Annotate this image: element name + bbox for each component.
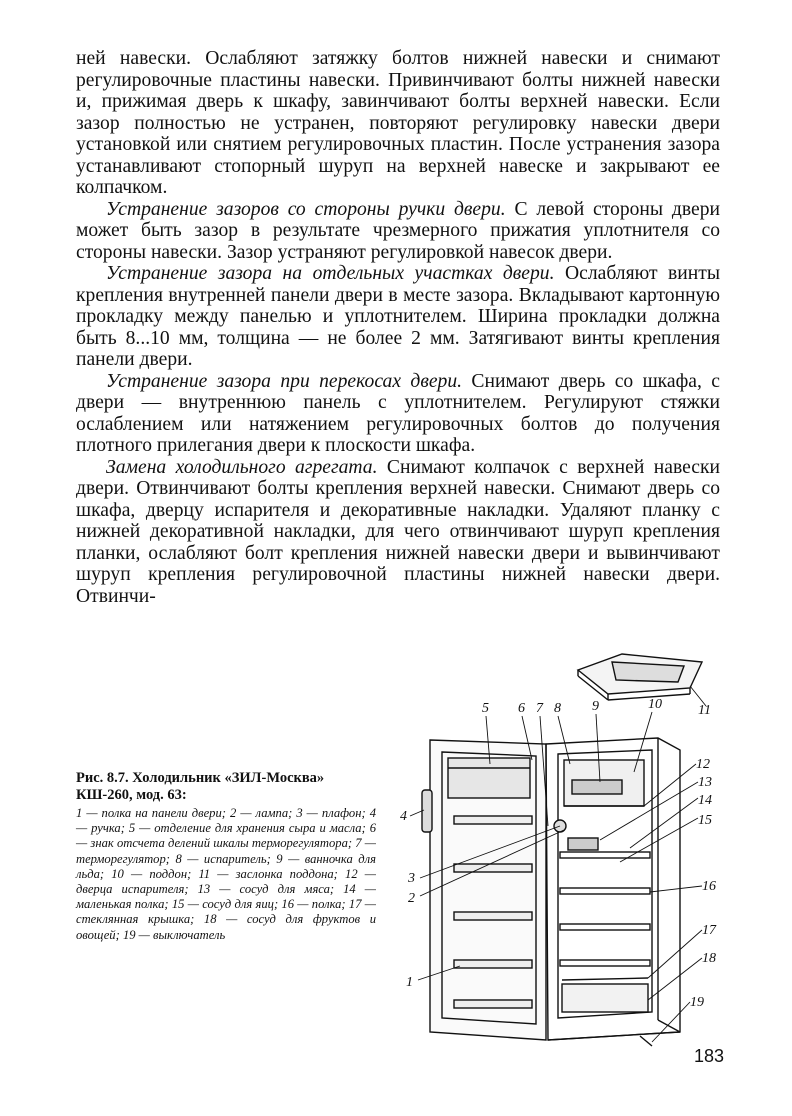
label-19: 19 <box>690 995 704 1010</box>
label-13: 13 <box>698 775 712 790</box>
label-10: 10 <box>648 697 662 712</box>
caption-description: 1 — полка на панели двери; 2 — лампа; 3 — плафон; 4 — ручка; 5 — отделение для хранения сыра и масла; 6 — знак отсчета делений шкалы терморегулятора; 7 — терморегулятор; 8 — испаритель; 9 — ванночка для льда; 10 — поддон; 11 — заслонка поддона; 12 — дверца испарителя; 13 — сосуд для мяса; 14 — маленькая полка; 15 — сосуд для яиц; 16 — полка; 17 — стеклянная крышка; 18 — сосуд для фруктов и овощей; 19 — выключатель <box>76 806 376 942</box>
paragraph: Устранение зазора на отдельных участках двери. Ослабляют винты крепления внутренней панели двери в месте зазора. Вкладывают картонную прокладку между панелью и уплотнителем. Ширина прокладки должна быть 8...10 мм, толщина — не более 2 мм. Затягивают винты крепления панели двери. <box>76 263 720 370</box>
figure-caption <box>76 770 376 943</box>
label-11: 11 <box>698 703 711 718</box>
label-15: 15 <box>698 813 712 828</box>
label-1: 1 <box>406 975 413 990</box>
label-17: 17 <box>702 923 716 938</box>
label-7: 7 <box>536 701 543 716</box>
caption-title: Рис. 8.7. Холодильник «ЗИЛ-Москва» КШ-260, мод. 63: <box>76 770 325 803</box>
paragraph: Устранение зазора при перекосах двери. Снимают дверь со шкафа, с двери — внутреннюю панель с уплотнителем. Регулируют стяжки ослаблением или натяжением регулировочных болтов до получения плотного прилегания двери к плоскости шкафа. <box>76 370 720 456</box>
label-12: 12 <box>696 757 710 772</box>
paragraph: Устранение зазоров со стороны ручки двери. С левой стороны двери может быть зазор в результате чрезмерного прижатия уплотнителя со стороны навески. Зазор устраняют регулировкой навесок двери. <box>76 198 721 263</box>
label-9: 9 <box>592 699 599 714</box>
paragraph: Замена холодильного агрегата. Снимают колпачок с верхней навески двери. Отвинчивают болты крепления верхней навески. Снимают дверь со шкафа, дверцу испарителя и декоративные накладки. Удаляют планку с нижней декоративной накладки, для чего отвинчивают шуруп крепления планки, ослабляют болт крепления нижней навески двери и вывинчивают шуруп крепления регулировочной пластины нижней навески двери. Отвинчи- <box>76 456 720 607</box>
label-3: 3 <box>408 871 415 886</box>
label-5: 5 <box>482 701 489 716</box>
label-16: 16 <box>702 879 716 894</box>
label-14: 14 <box>698 793 712 808</box>
page-number: 183 <box>693 1046 724 1066</box>
refrigerator-figure <box>390 640 730 1050</box>
label-18: 18 <box>702 951 716 966</box>
body-text <box>76 48 720 607</box>
label-4: 4 <box>400 809 407 824</box>
refrigerator-drawing <box>390 640 730 1050</box>
label-2: 2 <box>408 891 415 906</box>
label-8: 8 <box>554 701 561 716</box>
paragraph: ней навески. Ослабляют затяжку болтов нижней навески и снимают регулировочные пластины навески. Привинчивают болты нижней навески и, прижимая дверь к шкафу, завинчивают болты верхней навески. Если зазор полностью не устранен, повторяют регулировку навески двери установкой или снятием регулировочных пластин. После устранения зазора устанавливают стопорный шуруп на верхней навеске и закрывают ее колпачком. <box>76 48 720 198</box>
label-6: 6 <box>518 701 525 716</box>
